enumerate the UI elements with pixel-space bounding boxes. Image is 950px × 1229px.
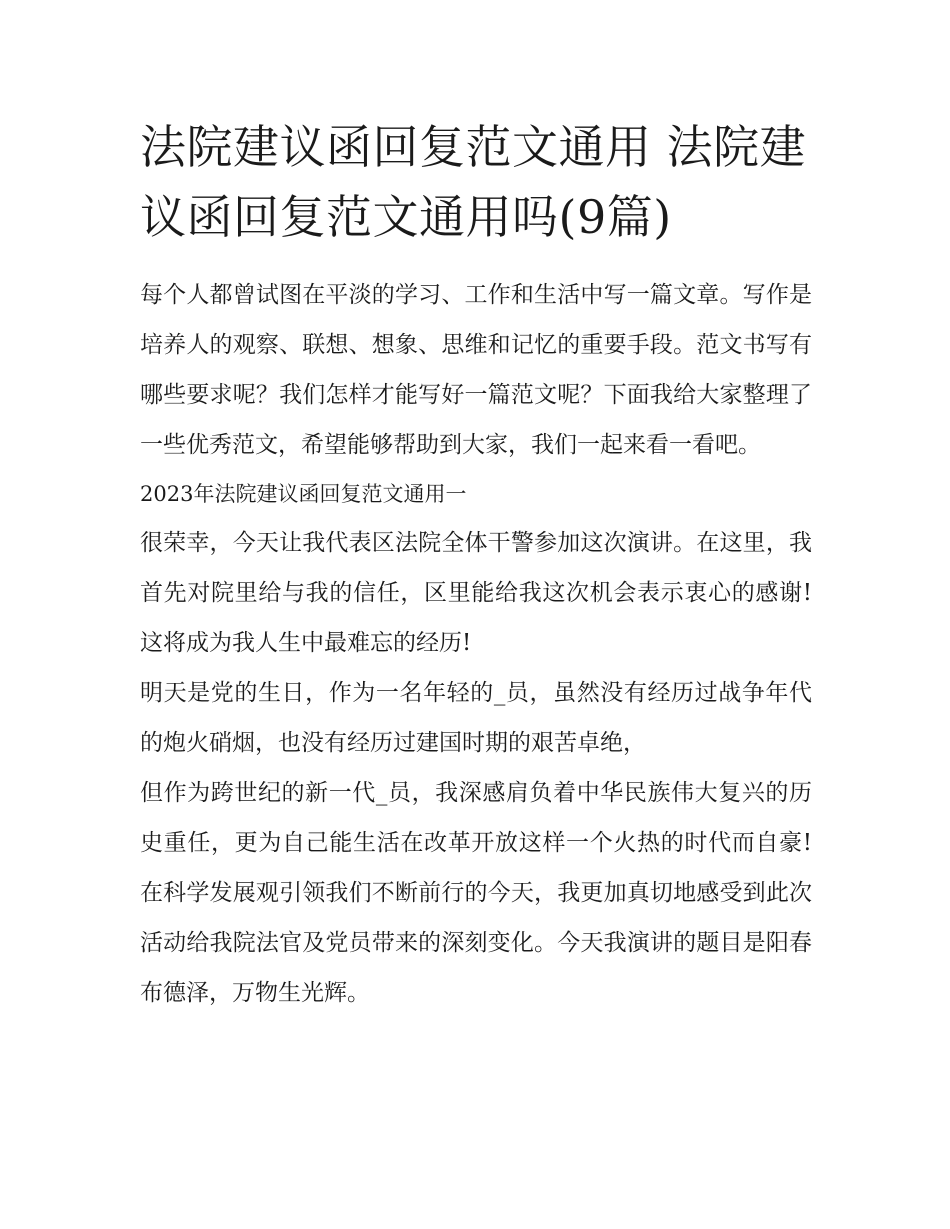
- document-page: [140, 112, 812, 1018]
- body-paragraph-2: 明天是党的生日，作为一名年轻的_员，虽然没有经历过战争年代的炮火硝烟，也没有经历过建国时期的艰苦卓绝，: [140, 680, 812, 756]
- body-paragraph-1: 很荣幸，今天让我代表区法院全体干警参加这次演讲。在这里，我首先对院里给与我的信任，区里能给我这次机会表示衷心的感谢!这将成为我人生中最难忘的经历!: [140, 530, 812, 656]
- document-title: 法院建议函回复范文通用 法院建议函回复范文通用吗(9篇): [140, 120, 807, 244]
- intro-paragraph: 每个人都曾试图在平淡的学习、工作和生活中写一篇文章。写作是培养人的观察、联想、想象、思维和记忆的重要手段。范文书写有哪些要求呢？我们怎样才能写好一篇范文呢？下面我给大家整理了一些优秀范文，希望能够帮助到大家，我们一起来看一看吧。: [140, 282, 812, 458]
- body-paragraph-3: 但作为跨世纪的新一代_员，我深感肩负着中华民族伟大复兴的历史重任，更为自己能生活在改革开放这样一个火热的时代而自豪!在科学发展观引领我们不断前行的今天，我更加真切地感受到此次活动给我院法官及党员带来的深刻变化。今天我演讲的题目是阳春布德泽，万物生光辉。: [140, 780, 812, 1006]
- document-body: [140, 270, 812, 1018]
- section-heading: 2023年法院建议函回复范文通用一: [140, 482, 467, 506]
